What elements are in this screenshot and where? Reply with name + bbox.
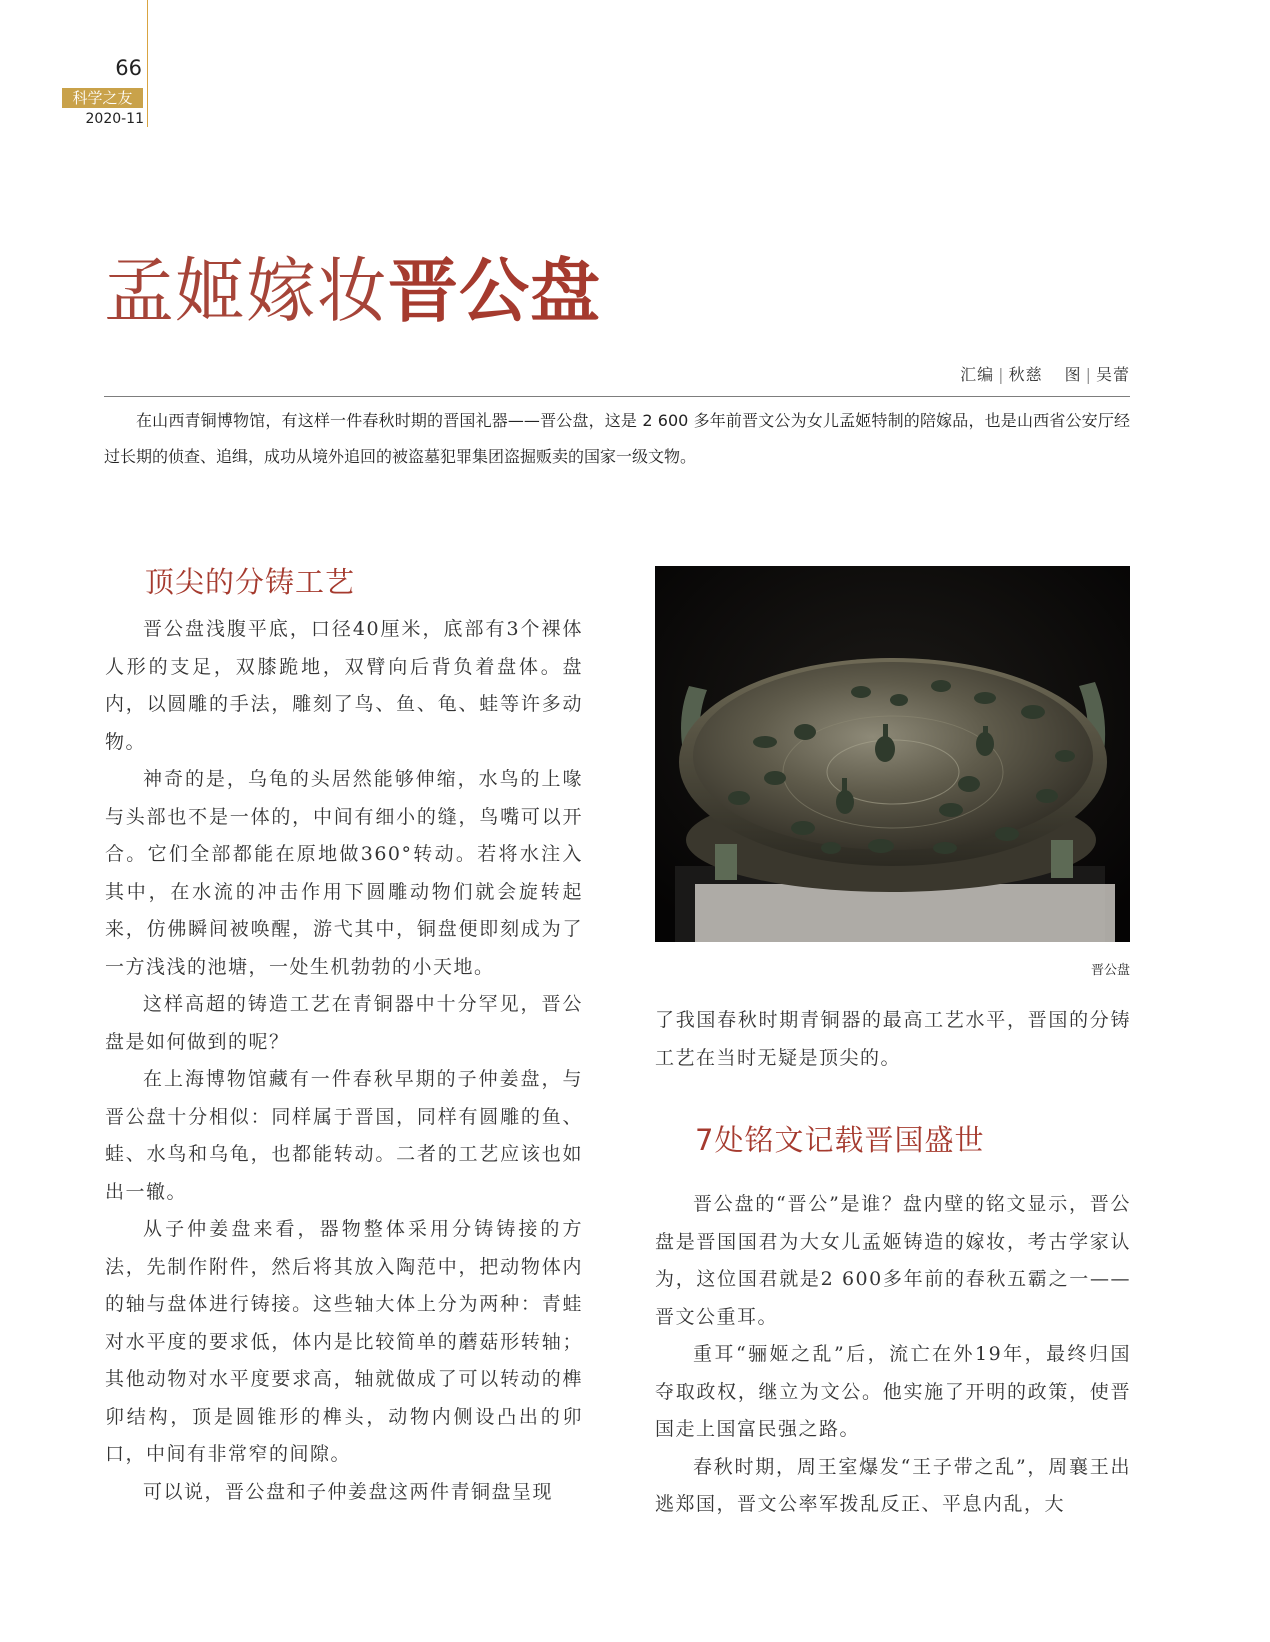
body-paragraph: 从子仲姜盘来看，器物整体采用分铸铸接的方法，先制作附件，然后将其放入陶范中，把动物体内的轴与盘体进行铸接。这些轴大体上分为两种：青蛙对水平度的要求低，体内是比较简单的蘑菇形转轴；其他动物对水平度要求高，轴就做成了可以转动的榫卯结构，顶是圆锥形的榫头，动物内侧设凸出的卯口，中间有非常窄的间隙。 (105, 1218, 583, 1465)
body-paragraph: 重耳“骊姬之乱”后，流亡在外19年，最终归国夺取政权，继立为文公。他实施了开明的政策，使晋国走上国富民强之路。 (655, 1343, 1131, 1440)
compiler-label: 汇编 (960, 365, 995, 384)
page-number: 66 (115, 56, 142, 80)
body-paragraph: 可以说，晋公盘和子仲姜盘这两件青铜盘呈现 (143, 1480, 554, 1503)
compiler-name: 秋慈 (1008, 365, 1043, 384)
body-paragraph: 在上海博物馆藏有一件春秋早期的子仲姜盘，与晋公盘十分相似：同样属于晋国，同样有圆雕的鱼、蛙、水鸟和乌龟，也都能转动。二者的工艺应该也如出一辙。 (105, 1068, 583, 1203)
credits-separator: | (998, 365, 1005, 384)
body-paragraph: 春秋时期，周王室爆发“王子带之乱”，周襄王出逃郑国，晋文公率军拨乱反正、平息内乱，大 (655, 1455, 1131, 1515)
header-divider (147, 0, 148, 127)
issue-date: 2020-11 (85, 111, 144, 127)
photo-caption: 晋公盘 (1090, 963, 1130, 978)
body-paragraph: 了我国春秋时期青铜器的最高工艺水平，晋国的分铸工艺在当时无疑是顶尖的。 (655, 1009, 1131, 1069)
section-heading-casting: 顶尖的分铸工艺 (145, 565, 356, 599)
right-column-continuation (655, 1002, 1131, 1077)
left-column (105, 611, 583, 1511)
bronze-plate-illustration (655, 566, 1130, 942)
section-heading-inscriptions: 7处铭文记载晋国盛世 (695, 1123, 985, 1157)
body-paragraph: 晋公盘的“晋公”是谁？盘内壁的铭文显示，晋公盘是晋国国君为大女儿孟姬铸造的嫁妆，考古学家认为，这位国君就是2 600多年前的春秋五霸之一——晋文公重耳。 (655, 1193, 1131, 1328)
article-title-bold: 晋公盘 (388, 250, 601, 332)
image-label: 图 (1064, 365, 1082, 384)
title-divider (104, 396, 1130, 397)
credits (960, 362, 1130, 385)
article-title (104, 250, 601, 332)
body-paragraph: 晋公盘浅腹平底，口径40厘米，底部有3个裸体人形的支足，双膝跪地，双臂向后背负着盘体。盘内，以圆雕的手法，雕刻了鸟、鱼、龟、蛙等许多动物。 (105, 618, 583, 753)
credits-separator: | (1085, 365, 1092, 384)
lead-paragraph: 在山西青铜博物馆，有这样一件春秋时期的晋国礼器——晋公盘，这是 2 600 多年前晋文公为女儿孟姬特制的陪嫁品，也是山西省公安厅经过长期的侦查、追缉，成功从境外追回的被盗墓犯罪集团盗掘贩卖的国家一级文物。 (104, 411, 1130, 466)
body-paragraph: 神奇的是，乌龟的头居然能够伸缩，水鸟的上喙与头部也不是一体的，中间有细小的缝，鸟嘴可以开合。它们全部都能在原地做360°转动。若将水注入其中，在水流的冲击作用下圆雕动物们就会旋转起来，仿佛瞬间被唤醒，游弋其中，铜盘便即刻成为了一方浅浅的池塘，一处生机勃勃的小天地。 (105, 768, 583, 978)
article-title-light: 孟姬嫁妆 (104, 250, 388, 332)
image-author: 吴蕾 (1095, 365, 1130, 384)
right-column (655, 1186, 1131, 1524)
body-paragraph: 这样高超的铸造工艺在青铜器中十分罕见，晋公盘是如何做到的呢？ (105, 993, 583, 1053)
magazine-badge: 科学之友 (62, 88, 143, 108)
bronze-plate-photo (655, 566, 1130, 942)
